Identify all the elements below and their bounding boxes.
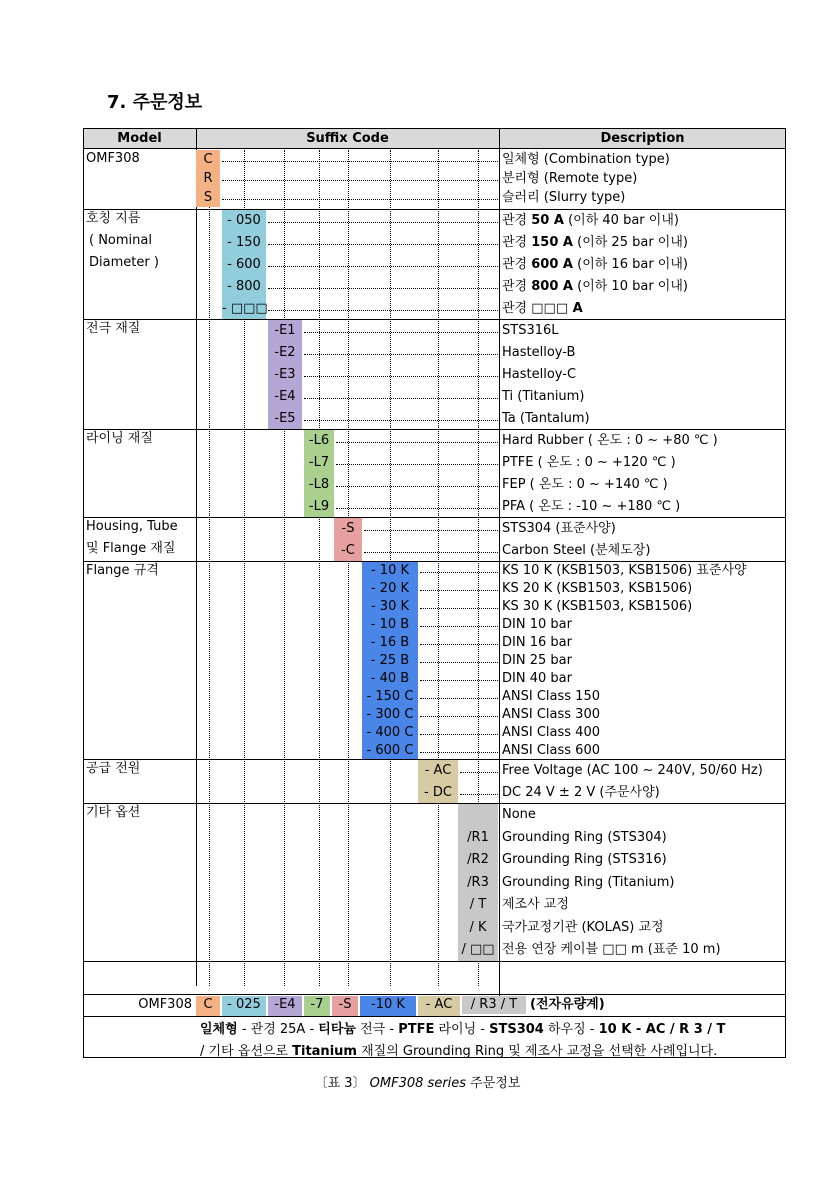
- header-suffix: Suffix Code: [306, 131, 389, 146]
- explanation-part: - 관경 25A -: [237, 1022, 319, 1037]
- options-code: /R3: [467, 874, 489, 890]
- leader-line: [304, 398, 498, 399]
- leader-line: [268, 310, 498, 311]
- options-desc: 전용 연장 케이블 □□ m (표준 10 m): [502, 942, 721, 958]
- header-description: Description: [600, 131, 685, 146]
- leader-line: [420, 644, 498, 645]
- explanation-part: 티타늄: [318, 1022, 356, 1037]
- desc-post: (이하 40 bar 이내): [563, 213, 679, 228]
- flange-code: - 600 C: [366, 743, 414, 758]
- leader-line: [420, 572, 498, 573]
- explanation-part: / 기타 옵션으로: [200, 1044, 293, 1059]
- example-model: OMF308: [138, 997, 192, 1012]
- leader-line: [420, 752, 498, 753]
- diameter-code: - 600: [227, 257, 261, 272]
- electrode-code: -E3: [274, 367, 296, 382]
- example-desc: (전자유량계): [530, 997, 605, 1012]
- desc-pre: 관경: [502, 301, 532, 316]
- diameter-desc: [502, 234, 688, 252]
- leader-line: [222, 199, 498, 200]
- diameter-desc: [502, 256, 688, 274]
- example-code: -10 K: [360, 996, 416, 1016]
- description-column-line: [499, 128, 500, 998]
- leader-line: [460, 794, 498, 795]
- desc-b: 50 A: [531, 213, 564, 228]
- housing-code: -S: [341, 521, 355, 536]
- lining-code: -L6: [308, 433, 330, 448]
- diameter-desc: [502, 212, 679, 230]
- leader-line: [268, 244, 498, 245]
- options-desc: Grounding Ring (Titanium): [502, 874, 675, 890]
- leader-line: [304, 354, 498, 355]
- flange-desc: DIN 25 bar: [502, 653, 572, 668]
- model-code: S: [203, 189, 213, 205]
- lining-code: -L9: [308, 499, 330, 514]
- electrode-code: -E2: [274, 345, 296, 360]
- lining-desc: PFA ( 온도 : -10 ~ +180 ℃ ): [502, 499, 681, 514]
- flange-code: - 20 K: [370, 581, 410, 596]
- example-code: C: [196, 996, 220, 1016]
- leader-line: [336, 508, 498, 509]
- lining-code: -L8: [308, 477, 330, 492]
- flange-code: - 10 K: [370, 563, 410, 578]
- lining-label: 라이닝 재질: [86, 431, 153, 446]
- section-divider: [83, 517, 786, 518]
- diameter-label: Diameter ): [89, 255, 159, 270]
- guide-line: [209, 150, 210, 986]
- leader-line: [460, 772, 498, 773]
- example-explanation: [200, 1021, 725, 1039]
- options-desc: Grounding Ring (STS316): [502, 852, 667, 868]
- lining-desc: PTFE ( 온도 : 0 ~ +120 ℃ ): [502, 455, 676, 470]
- table-caption: [0, 1072, 835, 1091]
- desc-pre: 관경: [502, 235, 532, 250]
- options-code: / K: [469, 919, 487, 935]
- options-desc: 국가교정기관 (KOLAS) 교정: [502, 919, 664, 935]
- leader-line: [420, 662, 498, 663]
- flange-code: - 300 C: [366, 707, 414, 722]
- leader-line: [336, 486, 498, 487]
- flange-desc: DIN 10 bar: [502, 617, 572, 632]
- desc-pre: 관경: [502, 213, 532, 228]
- flange-desc: KS 20 K (KSB1503, KSB1506): [502, 581, 693, 596]
- diameter-label: ( Nominal: [89, 233, 152, 248]
- desc-b: 600 A: [531, 257, 573, 272]
- options-code: /R1: [467, 829, 489, 845]
- power-label: 공급 전원: [86, 761, 141, 776]
- guide-line: [348, 150, 349, 986]
- flange-desc: ANSI Class 300: [502, 707, 600, 722]
- guide-line: [284, 150, 285, 986]
- power-code: - AC: [424, 763, 452, 778]
- section-title: 7. 주문정보: [107, 92, 203, 113]
- power-desc: DC 24 V ± 2 V (주문사양): [502, 785, 660, 800]
- explanation-part: 재질의 Grounding Ring 및 제조사 교정을 선택한 사례입니다.: [356, 1044, 718, 1059]
- options-code: / □□: [461, 942, 495, 958]
- example-explanation: [200, 1043, 717, 1061]
- header-divider: [83, 148, 786, 149]
- options-label: 기타 옵션: [86, 805, 141, 820]
- flange-label: Flange 규격: [86, 563, 159, 578]
- electrode-desc: Hastelloy-C: [502, 367, 577, 382]
- power-desc: Free Voltage (AC 100 ~ 240V, 50/60 Hz): [502, 763, 763, 778]
- explanation-part: 일체형: [200, 1022, 238, 1037]
- model-desc: 슬러리 (Slurry type): [502, 189, 626, 205]
- example-code: -7: [304, 996, 330, 1016]
- flange-code: - 150 C: [366, 689, 414, 704]
- flange-code: - 400 C: [366, 725, 414, 740]
- flange-desc: DIN 16 bar: [502, 635, 572, 650]
- options-desc: Grounding Ring (STS304): [502, 829, 667, 845]
- flange-code: - 25 B: [370, 653, 410, 668]
- housing-code: -C: [341, 543, 355, 558]
- flange-code: - 30 K: [370, 599, 410, 614]
- diameter-desc: [502, 300, 583, 318]
- caption-suffix: 주문정보: [466, 1076, 521, 1091]
- housing-label: Housing, Tube: [86, 519, 178, 534]
- diameter-code: - 150: [227, 235, 261, 250]
- desc-post: (이하 10 bar 이내): [572, 279, 688, 294]
- explanation-part: 하우징 -: [543, 1022, 599, 1037]
- desc-b: 150 A: [531, 235, 573, 250]
- explanation-part: 전극 -: [355, 1022, 399, 1037]
- electrode-label: 전극 재질: [86, 321, 141, 336]
- flange-code: - 40 B: [370, 671, 410, 686]
- explanation-part: Titanium: [292, 1044, 357, 1059]
- section-divider: [83, 429, 786, 430]
- guide-line: [438, 150, 439, 986]
- desc-b: 800 A: [531, 279, 573, 294]
- diameter-code: - 050: [227, 213, 261, 228]
- leader-line: [420, 608, 498, 609]
- guide-line: [319, 150, 320, 986]
- leader-line: [364, 552, 498, 553]
- example-divider: [83, 994, 786, 995]
- diameter-code: - □□□: [222, 301, 268, 316]
- flange-desc: KS 30 K (KSB1503, KSB1506): [502, 599, 693, 614]
- caption-series: OMF308 series: [369, 1076, 467, 1091]
- example-code: -S: [332, 996, 358, 1016]
- example-options: / R3 / T: [462, 996, 526, 1014]
- power-code: - DC: [424, 785, 452, 800]
- explanation-part: STS304: [489, 1022, 544, 1037]
- housing-desc: Carbon Steel (분체도장): [502, 543, 651, 558]
- flange-desc: DIN 40 bar: [502, 671, 572, 686]
- leader-line: [222, 180, 498, 181]
- flange-desc: ANSI Class 600: [502, 743, 600, 758]
- example-divider: [83, 1016, 786, 1017]
- lining-code: -L7: [308, 455, 330, 470]
- electrode-desc: Hastelloy-B: [502, 345, 576, 360]
- section-divider: [83, 803, 786, 804]
- order-info-table: [83, 128, 786, 1058]
- desc-pre: 관경: [502, 257, 532, 272]
- desc-pre: 관경: [502, 279, 532, 294]
- model-code: R: [203, 170, 213, 186]
- leader-line: [268, 222, 498, 223]
- options-desc: None: [502, 807, 536, 823]
- example-code: -E4: [268, 996, 302, 1016]
- housing-label: 및 Flange 재질: [86, 541, 176, 556]
- leader-line: [336, 464, 498, 465]
- section-divider: [83, 319, 786, 320]
- electrode-code: -E1: [274, 323, 296, 338]
- flange-desc: ANSI Class 150: [502, 689, 600, 704]
- model-column-line: [196, 128, 197, 986]
- model-name: OMF308: [86, 151, 140, 166]
- leader-line: [304, 376, 498, 377]
- section-divider: [83, 209, 786, 210]
- explanation-part: PTFE: [398, 1022, 435, 1037]
- explanation-part: 라이닝 -: [434, 1022, 490, 1037]
- leader-line: [364, 530, 498, 531]
- example-code: - AC: [418, 996, 460, 1016]
- flange-desc: KS 10 K (KSB1503, KSB1506) 표준사양: [502, 563, 747, 578]
- section-divider: [83, 961, 786, 962]
- electrode-code: -E5: [274, 411, 296, 426]
- diameter-desc: [502, 278, 688, 296]
- leader-line: [222, 161, 498, 162]
- model-desc: 분리형 (Remote type): [502, 170, 638, 186]
- model-code: C: [203, 151, 213, 167]
- lining-desc: Hard Rubber ( 온도 : 0 ~ +80 ℃ ): [502, 433, 718, 448]
- header-model: Model: [117, 131, 162, 146]
- options-desc: 제조사 교정: [502, 897, 569, 913]
- diameter-label: 호칭 지름: [86, 211, 141, 226]
- leader-line: [420, 590, 498, 591]
- diameter-code: - 800: [227, 279, 261, 294]
- electrode-code: -E4: [274, 389, 296, 404]
- options-code: /R2: [467, 852, 489, 868]
- leader-line: [304, 332, 498, 333]
- leader-line: [268, 266, 498, 267]
- leader-line: [420, 734, 498, 735]
- desc-post: (이하 16 bar 이내): [572, 257, 688, 272]
- electrode-desc: Ta (Tantalum): [502, 411, 590, 426]
- caption-prefix: 〔표 3〕: [314, 1076, 370, 1091]
- example-code: - 025: [222, 996, 266, 1016]
- flange-code: - 10 B: [370, 617, 410, 632]
- leader-line: [336, 442, 498, 443]
- leader-line: [420, 680, 498, 681]
- housing-desc: STS304 (표준사양): [502, 521, 616, 536]
- desc-b: □□□ A: [531, 301, 583, 316]
- desc-post: (이하 25 bar 이내): [572, 235, 688, 250]
- model-desc: 일체형 (Combination type): [502, 151, 670, 167]
- options-code: / T: [469, 897, 487, 913]
- leader-line: [304, 420, 498, 421]
- leader-line: [268, 288, 498, 289]
- leader-line: [420, 716, 498, 717]
- leader-line: [420, 626, 498, 627]
- explanation-part: 10 K - AC / R 3 / T: [598, 1022, 726, 1037]
- lining-desc: FEP ( 온도 : 0 ~ +140 ℃ ): [502, 477, 668, 492]
- flange-code: - 16 B: [370, 635, 410, 650]
- electrode-desc: STS316L: [502, 323, 559, 338]
- flange-desc: ANSI Class 400: [502, 725, 600, 740]
- leader-line: [420, 698, 498, 699]
- electrode-desc: Ti (Titanium): [502, 389, 585, 404]
